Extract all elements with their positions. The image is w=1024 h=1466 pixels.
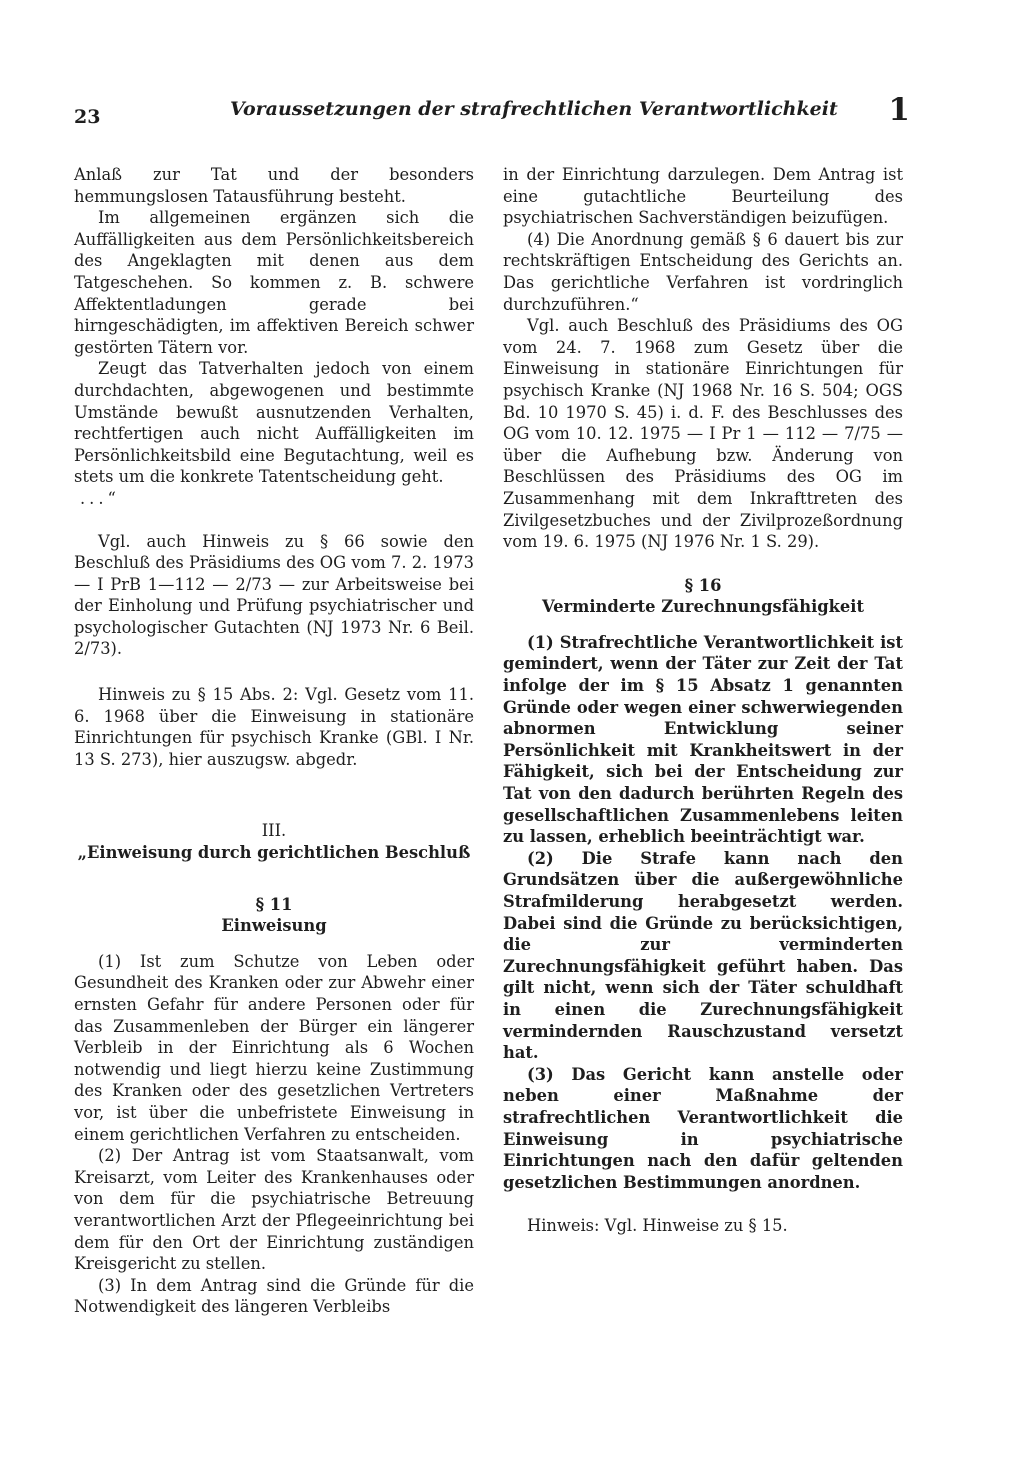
paragraph-number: § 11 [255, 894, 293, 914]
statute-subsection: (2) Die Strafe kann nach den Grundsätzen über die außergewöhnliche Strafmilderung herabgesetzt werden. Dabei sind die Gründe zu berücksichtigen, die zur verminderten Zurechnungsfähigkeit geführt haben. Das gilt nicht, wenn sich der Täter schuldhaft in einen die Zurechnungsfähigkeit vermindernden Rauschzustand versetzt hat. [503, 848, 903, 1063]
section-roman-numeral: III. [261, 821, 287, 841]
paragraph: Im allgemeinen ergänzen sich die Auffälligkeiten aus dem Persönlichkeitsbereich des Angeklagten mit denen aus dem Tatgeschehen. So kommen z. B. schwere Affektentladungen gerade bei hirngeschädigten, im affektiven Bereich schwer gestörten Tätern vor. [74, 208, 474, 357]
statute-subsection: (3) Das Gericht kann anstelle oder neben einer Maßnahme der strafrechtlichen Verantwortlichkeit die Einweisung in psychiatrische Einrichtungen nach den dafür geltenden gesetzlichen Bestimmungen anordnen. [503, 1064, 903, 1192]
reference-note: Vgl. auch Hinweis zu § 66 sowie den Beschluß des Präsidiums des OG vom 7. 2. 1973 — I PrB 1—112 — 2/73 — zur Arbeitsweise bei der Einholung und Prüfung psychiatrischer und psychologischer Gutachten (NJ 1973 Nr. 6 Beil. 2/73). [74, 531, 474, 659]
paragraph: Zeugt das Tatverhalten jedoch von einem durchdachten, abgewogenen und bestimmte Umstände bewußt ausnutzenden Verhalten, rechtfertigen auch nicht Auffälligkeiten im Persönlichkeitsbild eine Begutachtung, weil es stets um die konkrete Tatentscheidung geht. [74, 359, 474, 487]
section-title: „Einweisung durch gerichtlichen Beschluß [77, 843, 471, 863]
statute-subsection: (4) Die Anordnung gemäß § 6 dauert bis zur rechtskräftigen Entscheidung des Gerichts an. Das gerichtliche Verfahren ist vordringlich durchzuführen.“ [503, 229, 903, 314]
reference-note: Hinweis zu § 15 Abs. 2: Vgl. Gesetz vom 11. 6. 1968 über die Einweisung in stationäre Einrichtungen für psychisch Kranke (GBl. I Nr. 13 S. 273), hier auszugsw. abgedr. [74, 685, 474, 769]
paragraph: in der Einrichtung darzulegen. Dem Antrag ist eine gutachtliche Beurteilung des psychiatrischen Sachverständigen beizufügen. [503, 165, 903, 228]
reference-note: Vgl. auch Beschluß des Präsidiums des OG vom 24. 7. 1968 zum Gesetz über die Einweisung in stationäre Einrichtungen für psychisch Kranke (NJ 1968 Nr. 16 S. 504; OGS Bd. 10 1970 S. 45) i. d. F. des Beschlusses des OG vom 10. 12. 1975 — I Pr 1 — 112 — 7/75 — über die Aufhebung bzw. Änderung von Beschlüssen des Präsidiums des OG im Zusammenhang mit dem Inkrafttreten des Zivilgesetzbuches und der Zivilprozeßordnung vom 19. 6. 1975 (NJ 1976 Nr. 1 S. 29). [503, 316, 903, 552]
reference-note: Hinweis: Vgl. Hinweise zu § 15. [527, 1216, 788, 1236]
ellipsis: ...“ [80, 488, 120, 508]
left-column [74, 164, 474, 1318]
page-header [74, 92, 910, 132]
chapter-number: 1 [888, 92, 910, 128]
page-number: 23 [74, 106, 101, 128]
paragraph-number: § 16 [684, 575, 722, 595]
paragraph-title: Verminderte Zurechnungsfähigkeit [542, 597, 864, 617]
statute-subsection: (1) Strafrechtliche Verantwortlichkeit ist gemindert, wenn der Täter zur Zeit der Tat infolge der im § 15 Absatz 1 genannten Gründe oder wegen einer schwerwiegenden abnormen Entwicklung seiner Persönlichkeit mit Krankheitswert in der Fähigkeit, sich bei der Entscheidung zur Tat von den dadurch berührten Regeln des gesellschaftlichen Zusammenlebens leiten zu lassen, erheblich beeinträchtigt war. [503, 632, 903, 847]
statute-subsection: (2) Der Antrag ist vom Staatsanwalt, vom Kreisarzt, vom Leiter des Krankenhauses oder von dem für die psychiatrische Betreuung verantwortlichen Arzt der Pflegeeinrichtung bei dem für den Ort der Einrichtung zuständigen Kreisgericht zu stellen. [74, 1146, 474, 1274]
right-column [503, 164, 903, 1237]
statute-subsection: (1) Ist zum Schutze von Leben oder Gesundheit des Kranken oder zur Abwehr einer ernsten Gefahr für andere Personen oder für das Zusammenleben der Bürger ein längerer Verbleib in der Einrichtung als 6 Wochen notwendig und liegt hierzu keine Zustimmung des Kranken oder des gesetzlichen Vertreters vor, ist über die unbefristete Einweisung in einem gerichtlichen Verfahren zu entscheiden. [74, 951, 474, 1144]
paragraph: Anlaß zur Tat und der besonders hemmungslosen Tatausführung besteht. [74, 165, 474, 206]
statute-subsection: (3) In dem Antrag sind die Gründe für die Notwendigkeit des längeren Verbleibs [74, 1275, 474, 1317]
paragraph-title: Einweisung [221, 916, 327, 936]
running-title: Voraussetzungen der strafrechtlichen Verantwortlichkeit [230, 98, 838, 120]
